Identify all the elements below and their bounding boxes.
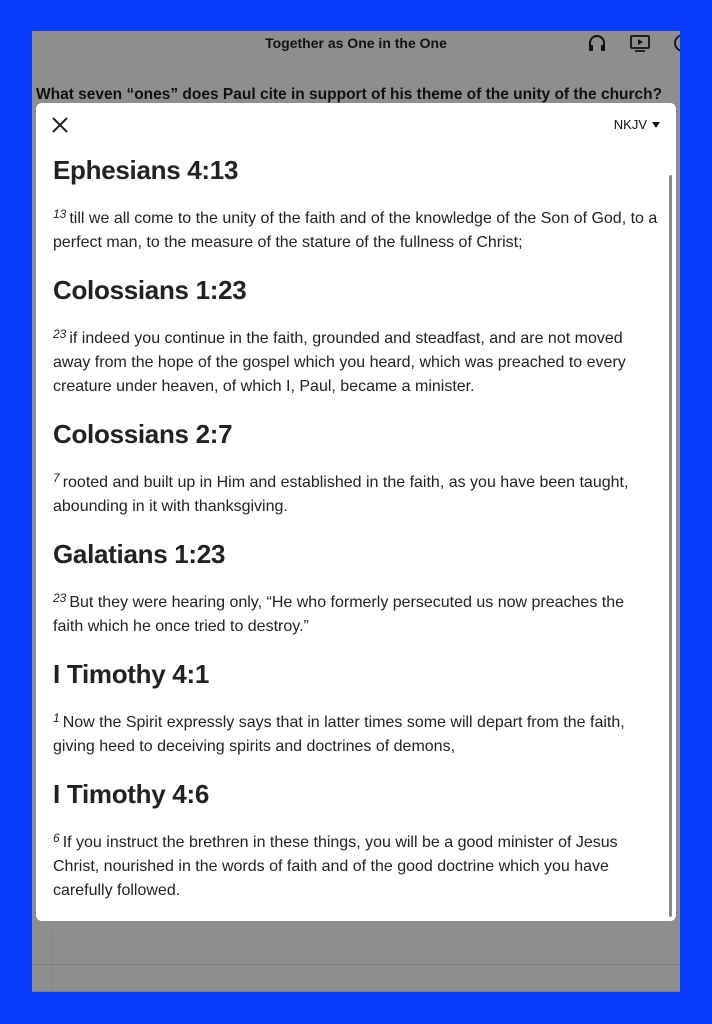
- caret-down-icon: [652, 122, 660, 128]
- info-icon[interactable]: [673, 34, 680, 52]
- version-label: NKJV: [613, 117, 647, 132]
- passages-list: [53, 153, 658, 921]
- video-icon[interactable]: [630, 34, 650, 52]
- verse-body: Now the Spirit expressly says that in latter times some will depart from the faith, giving heed to deceiving spirits and doctrines of demons,: [53, 714, 625, 755]
- passage: [53, 417, 658, 519]
- passage-reference: Ephesians 4:13: [53, 155, 239, 185]
- verse-text: [53, 202, 658, 255]
- verse-number: 1: [53, 711, 60, 725]
- verse-number: 23: [53, 591, 67, 605]
- verse-number: 13: [53, 207, 67, 221]
- verse-body: rooted and built up in Him and established in the faith, as you have been taught, abounding in it with thanksgiving.: [53, 474, 629, 515]
- top-bar: [32, 31, 680, 57]
- passage: [53, 273, 658, 399]
- passage: [53, 153, 658, 255]
- passage: [53, 777, 658, 903]
- headphones-icon[interactable]: [587, 34, 607, 52]
- scrollbar-thumb[interactable]: [669, 175, 672, 917]
- verse-text: [53, 706, 658, 759]
- verse-body: But they were hearing only, “He who formerly persecuted us now preaches the faith which he once tried to destroy.”: [53, 594, 625, 635]
- passage-reference: Colossians 1:23: [53, 275, 247, 305]
- verse-text: [53, 826, 658, 903]
- app-title: Together as One in the One: [265, 35, 447, 51]
- verse-number: 6: [53, 831, 60, 845]
- verse-text: [53, 466, 658, 519]
- verse-body: If you instruct the brethren in these things, you will be a good minister of Jesus Christ, nourished in the words of faith and of the good doctrine which you have carefully followed.: [53, 834, 618, 899]
- verse-text: [53, 322, 658, 399]
- verse-text: [53, 586, 658, 639]
- scrollbar[interactable]: [669, 175, 672, 917]
- passage-reference: I Timothy 4:6: [53, 779, 209, 809]
- close-icon[interactable]: [50, 115, 70, 135]
- verse-body: till we all come to the unity of the faith and of the knowledge of the Son of God, to a perfect man, to the measure of the stature of the fullness of Christ;: [53, 210, 658, 251]
- passage: [53, 537, 658, 639]
- passage-reference: Galatians 1:23: [53, 539, 226, 569]
- passage: [53, 657, 658, 759]
- passage-reference: I Timothy 4:1: [53, 659, 209, 689]
- notes-lines: [32, 931, 680, 992]
- verse-body: if indeed you continue in the faith, grounded and steadfast, and are not moved away from the hope of the gospel which you heard, which was preached to every creature under heaven, of which I, Paul, became a minister.: [53, 330, 626, 395]
- version-selector[interactable]: [614, 117, 660, 132]
- passage-reference: Colossians 2:7: [53, 419, 233, 449]
- verse-number: 23: [53, 327, 67, 341]
- question-text: What seven “ones” does Paul cite in support of his theme of the unity of the church?: [36, 86, 663, 103]
- verses-modal: [36, 103, 676, 921]
- verse-number: 7: [53, 471, 60, 485]
